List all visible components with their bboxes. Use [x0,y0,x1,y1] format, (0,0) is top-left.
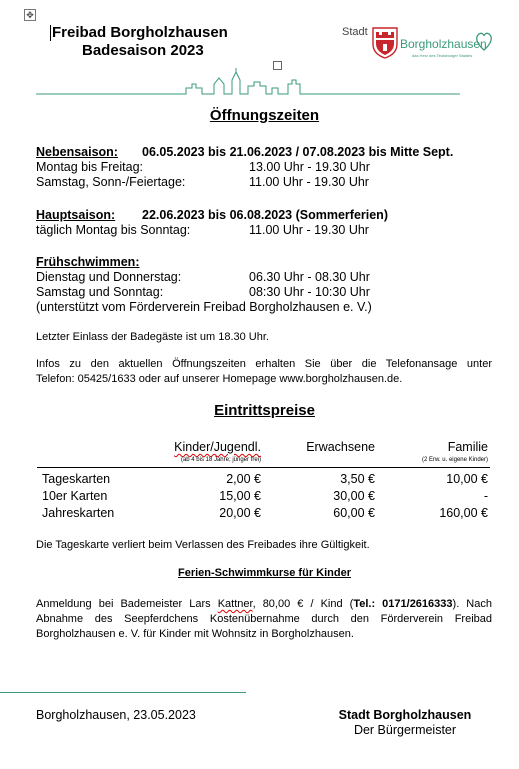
courses-line-1: Anmeldung bei Bademeister Lars Kattner, 80,00 € / Kind (Tel.: 0171/2616333). Nach [36,598,492,610]
price-col-familie: Familie [447,440,488,454]
fruehschwimmen-note: (unterstützt vom Förderverein Freibad Borgholzhausen e. V.) [36,300,372,314]
footer-org: Stadt Borgholzhausen [338,708,472,722]
price-col-erwachsene: Erwachsene [306,440,375,454]
heart-icon [474,28,494,56]
price-row-label: Jahreskarten [42,506,115,520]
title-line-1: Freibad Borgholzhausen [52,24,228,41]
hauptsaison-label: Hauptsaison: [36,208,116,222]
last-entry-note: Letzter Einlass der Badegäste ist um 18.30 Uhr. [36,331,269,343]
table-move-handle[interactable]: ✥ [24,9,36,21]
fruehschwimmen-label: Frühschwimmen: [36,255,140,269]
logo-name: Borgholzhausen [400,37,487,51]
title-line-2: Badesaison 2023 [82,42,204,59]
price-cell: 20,00 € [219,506,261,520]
hours-row-time: 06.30 Uhr - 08.30 Uhr [249,270,370,284]
hauptsaison-dates: 22.06.2023 bis 06.08.2023 (Sommerferien) [142,208,388,222]
phone-number: Tel.: 0171/2616333 [353,598,453,610]
hours-row-day: täglich Montag bis Sonntag: [36,223,191,237]
price-cell: 60,00 € [333,506,375,520]
city-logo [340,24,500,70]
nebensaison-dates: 06.05.2023 bis 21.06.2023 / 07.08.2023 bis Mitte Sept. [142,145,454,159]
footer-divider [0,692,246,693]
price-cell: 30,00 € [333,489,375,503]
hours-heading: Öffnungszeiten [209,107,320,124]
nebensaison-label: Nebensaison: [36,145,118,159]
price-cell: 10,00 € [446,472,488,486]
price-col-note-familie: (2 Erw. u. eigene Kinder) [421,457,488,463]
info-line-2: Telefon: 05425/1633 oder auf unserer Homepage www.borgholzhausen.de. [36,373,403,385]
price-col-kinder: Kinder/Jugendl. [174,440,261,454]
price-cell: 2,00 € [226,472,261,486]
hours-row-day: Dienstag und Donnerstag: [36,270,182,284]
courses-line-2: Abnahme des Seepferdchens Kostenübernahme durch den Förderverein Freibad [36,613,492,625]
instructor-name: Kattner [217,598,253,610]
crest-icon [372,27,398,59]
prices-heading: Eintrittspreise [214,402,315,419]
logo-word-stadt: Stadt [342,26,368,38]
price-cell: 3,50 € [340,472,375,486]
hours-row-time: 08:30 Uhr - 10:30 Uhr [249,285,370,299]
resize-handle[interactable] [273,61,282,70]
town-skyline-icon [36,66,460,98]
price-row-label: Tageskarten [42,472,111,486]
hours-row-day: Montag bis Freitag: [36,160,143,174]
price-cell: 160,00 € [439,506,488,520]
document-title [52,24,272,60]
hours-row-time: 11.00 Uhr - 19.30 Uhr [249,223,369,237]
price-table-rule [37,467,490,468]
price-cell: - [483,489,488,503]
price-row-label: 10er Karten [42,489,108,503]
price-col-note-kinder: (ab 4 bis 18 Jahre; jünger frei) [180,457,261,463]
text-cursor [50,25,51,41]
footer-place-date: Borgholzhausen, 23.05.2023 [36,708,196,722]
hours-row-day: Samstag, Sonn-/Feiertage: [36,175,186,189]
courses-line-3: Borgholzhausen e. V. für Kinder mit Wohnsitz in Borgholzhausen. [36,628,354,640]
hours-row-time: 13.00 Uhr - 19.30 Uhr [249,160,370,174]
logo-tagline: das Herz des Teutoburger Waldes [412,53,473,58]
hours-row-day: Samstag und Sonntag: [36,285,164,299]
courses-heading: Ferien-Schwimmkurse für Kinder [178,567,351,579]
price-cell: 15,00 € [219,489,261,503]
footer-role: Der Bürgermeister [353,723,457,737]
info-line-1: Infos zu den aktuellen Öffnungszeiten erhalten Sie über die Telefonansage unter [36,358,492,370]
hours-row-time: 11.00 Uhr - 19.30 Uhr [249,175,369,189]
validity-note: Die Tageskarte verliert beim Verlassen des Freibades ihre Gültigkeit. [36,539,370,551]
